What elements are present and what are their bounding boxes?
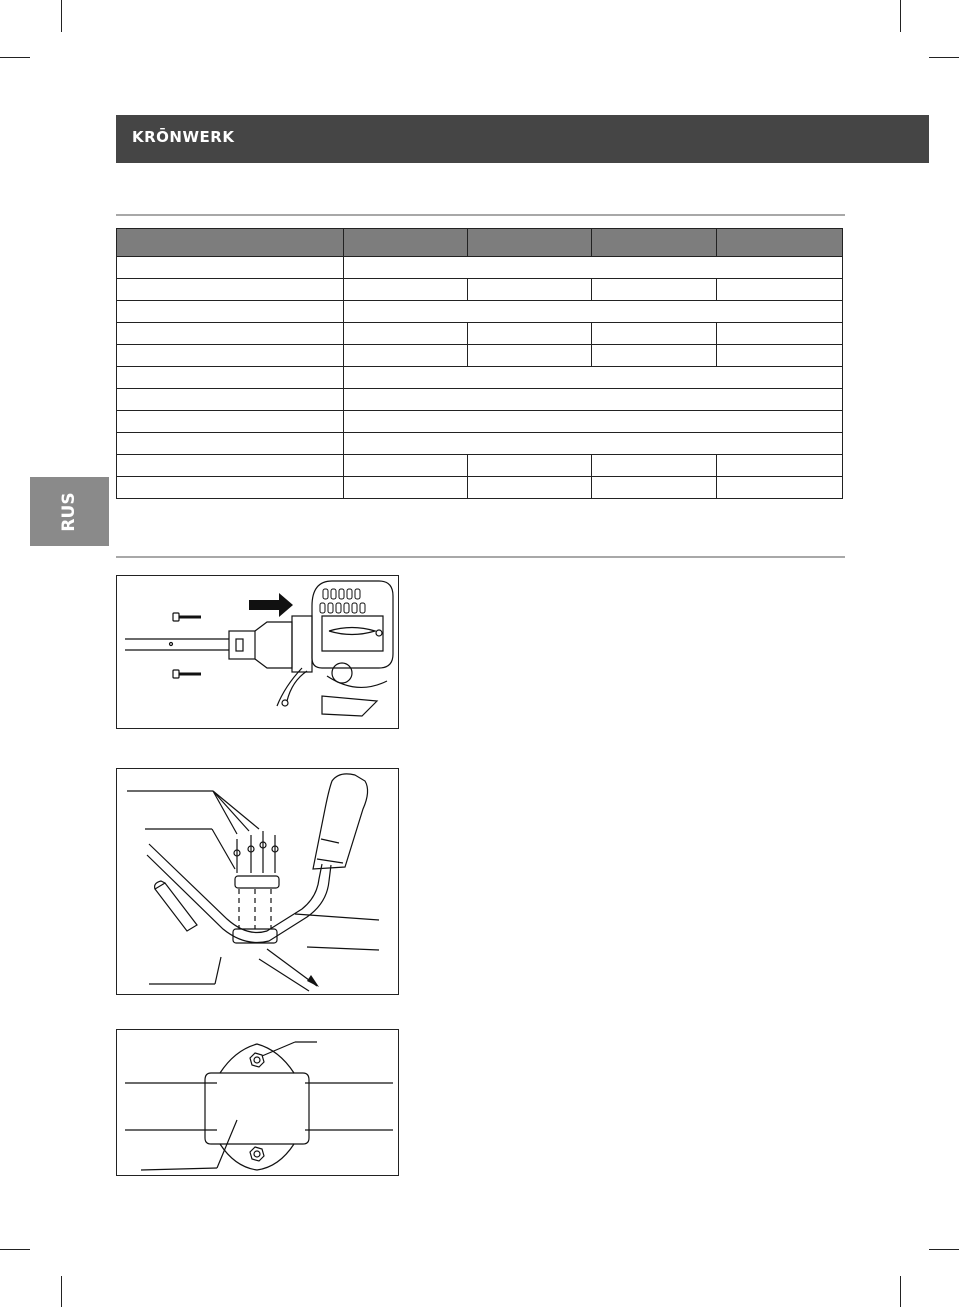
table-row — [117, 367, 843, 389]
table-cell — [344, 411, 843, 433]
table-cell — [117, 345, 344, 367]
table-row — [117, 477, 843, 499]
table-cell — [468, 323, 592, 345]
crop-mark — [900, 0, 901, 32]
table-cell — [344, 367, 843, 389]
table-cell — [117, 323, 344, 345]
figure-handlebar-mounting — [116, 768, 399, 995]
crop-mark — [900, 1276, 901, 1307]
specification-table — [116, 228, 843, 499]
table-cell — [117, 367, 344, 389]
crop-mark — [0, 57, 30, 58]
table-cell — [468, 345, 592, 367]
table-cell — [592, 345, 717, 367]
table-cell — [592, 323, 717, 345]
section-divider — [116, 556, 845, 558]
crop-mark — [929, 1249, 959, 1250]
clamp-detail-illustration — [117, 1030, 398, 1175]
table-cell — [592, 455, 717, 477]
table-row — [117, 301, 843, 323]
language-tab — [30, 477, 109, 546]
table-cell — [344, 257, 843, 279]
figure-clamp-detail — [116, 1029, 399, 1176]
handlebar-illustration — [117, 769, 398, 994]
table-row — [117, 411, 843, 433]
table-cell — [468, 455, 592, 477]
table-cell — [344, 433, 843, 455]
table-cell — [117, 477, 344, 499]
table-header-cell — [592, 229, 717, 257]
brand-logo: KRŌNWERK — [132, 128, 235, 146]
table-row — [117, 345, 843, 367]
table-cell — [117, 279, 344, 301]
table-header-row — [117, 229, 843, 257]
section-divider — [116, 214, 845, 216]
table-cell — [344, 389, 843, 411]
table-cell — [468, 477, 592, 499]
table-header-cell — [717, 229, 843, 257]
table-cell — [117, 389, 344, 411]
table-cell — [344, 345, 468, 367]
table-cell — [117, 301, 344, 323]
table-body — [117, 257, 843, 499]
table-cell — [717, 279, 843, 301]
table-cell — [117, 257, 344, 279]
table-row — [117, 455, 843, 477]
table-header-cell — [468, 229, 592, 257]
table-cell — [592, 279, 717, 301]
table-row — [117, 323, 843, 345]
table-cell — [117, 455, 344, 477]
table-cell — [717, 477, 843, 499]
crop-mark — [61, 0, 62, 32]
table-cell — [344, 455, 468, 477]
table-cell — [717, 455, 843, 477]
header-bar — [116, 115, 929, 163]
table-cell — [117, 433, 344, 455]
table-cell — [344, 301, 843, 323]
table-header-cell — [344, 229, 468, 257]
table-header-cell — [117, 229, 344, 257]
table-row — [117, 279, 843, 301]
figure-engine-assembly — [116, 575, 399, 729]
crop-mark — [0, 1249, 30, 1250]
table-cell — [592, 477, 717, 499]
table-cell — [117, 411, 344, 433]
table-row — [117, 433, 843, 455]
crop-mark — [61, 1276, 62, 1307]
language-label: RUS — [59, 492, 79, 532]
table-cell — [344, 323, 468, 345]
table-row — [117, 257, 843, 279]
table-cell — [344, 279, 468, 301]
engine-assembly-illustration — [117, 576, 398, 728]
crop-mark — [929, 57, 959, 58]
table-row — [117, 389, 843, 411]
table-cell — [344, 477, 468, 499]
table-cell — [717, 345, 843, 367]
table-cell — [468, 279, 592, 301]
table-cell — [717, 323, 843, 345]
